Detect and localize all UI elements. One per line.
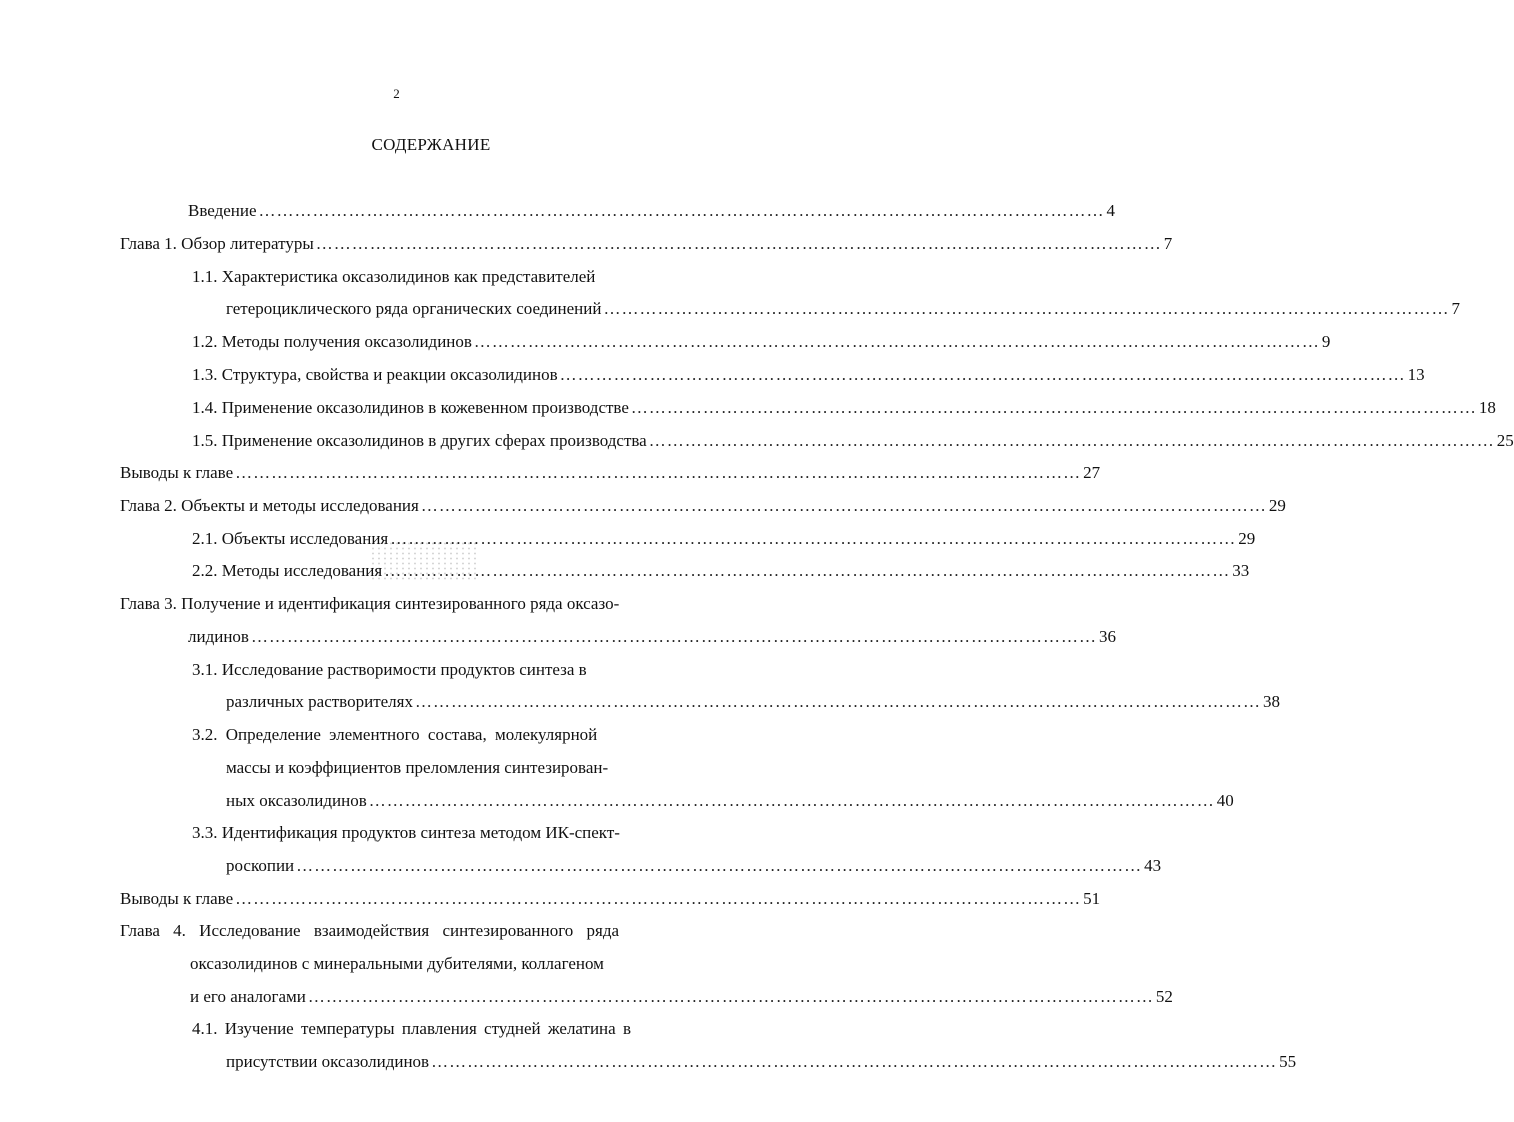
toc-entry-3-2-cont-1: массы и коэффициентов преломления синтезирован- [226, 758, 609, 777]
toc-entry-introduction: Введение …………………………………………………………………………………………………………………………… 4 [188, 201, 1116, 220]
toc-entry-3-1-cont: различных растворителях …………………………………………………………………………………………………………………………… 38 [226, 692, 1280, 711]
toc-entry-conclusions-3: Выводы к главе …………………………………………………………………………………………………………………………… 51 [120, 889, 1101, 908]
toc-entry-chapter-3-cont: лидинов …………………………………………………………………………………………………………………………… 36 [188, 627, 1116, 646]
toc-entry-3-1: 3.1. Исследование растворимости продуктов синтеза в [192, 660, 587, 679]
toc-entry-3-3-cont: роскопии …………………………………………………………………………………………………………………………… 43 [226, 856, 1162, 875]
toc-entry-chapter-4-cont-2: и его аналогами …………………………………………………………………………………………………………………………… 52 [190, 987, 1173, 1006]
toc-entry-3-2-cont-2: ных оксазолидинов …………………………………………………………………………………………………………………………… 40 [226, 791, 1234, 810]
toc-entry-conclusions-1: Выводы к главе …………………………………………………………………………………………………………………………… 27 [120, 463, 1101, 482]
toc-entry-1-4: 1.4. Применение оксазолидинов в кожевенном производстве …………………………………………………………………………………………………………………………… 18 [192, 398, 1496, 417]
toc-entry-4-1-cont: присутствии оксазолидинов …………………………………………………………………………………………………………………………… 55 [226, 1052, 1297, 1071]
toc-entry-2-2: 2.2. Методы исследования …………………………………………………………………………………………………………………………… 33 [192, 561, 1250, 580]
toc-entry-1-2: 1.2. Методы получения оксазолидинов …………………………………………………………………………………………………………………………… 9 [192, 332, 1331, 351]
toc-entry-chapter-4-cont-1: оксазолидинов с минеральными дубителями, коллагеном [190, 954, 604, 973]
toc-entry-1-5: 1.5. Применение оксазолидинов в других сферах производства …………………………………………………………………………………………………………………………… 25 [192, 431, 1514, 450]
toc-entry-1-1-cont: гетероциклического ряда органических соединений …………………………………………………………………………………………………………………………… 7 [226, 299, 1460, 318]
toc-entry-1-3: 1.3. Структура, свойства и реакции оксазолидинов …………………………………………………………………………………………………………………………… 13 [192, 365, 1425, 384]
toc-entry-4-1: 4.1. Изучение температуры плавления студней желатина в [192, 1019, 631, 1038]
toc-entry-chapter-4: Глава 4. Исследование взаимодействия синтезированного ряда [120, 921, 620, 940]
toc-entry-3-3: 3.3. Идентификация продуктов синтеза методом ИК-спект- [192, 823, 620, 842]
toc-entry-chapter-1: Глава 1. Обзор литературы …………………………………………………………………………………………………………………………… 7 [120, 234, 1173, 253]
toc-entry-1-1: 1.1. Характеристика оксазолидинов как представителей [192, 267, 596, 286]
toc-entry-2-1: 2.1. Объекты исследования …………………………………………………………………………………………………………………………… 29 [192, 529, 1256, 548]
toc-title: СОДЕРЖАНИЕ [371, 135, 491, 154]
page-number: 2 [393, 86, 400, 101]
toc-entry-3-2: 3.2. Определение элементного состава, молекулярной [192, 725, 598, 744]
toc-entry-chapter-3: Глава 3. Получение и идентификация синтезированного ряда оксазо- [120, 594, 620, 613]
toc-entry-chapter-2: Глава 2. Объекты и методы исследования …………………………………………………………………………………………………………………………… 29 [120, 496, 1286, 515]
